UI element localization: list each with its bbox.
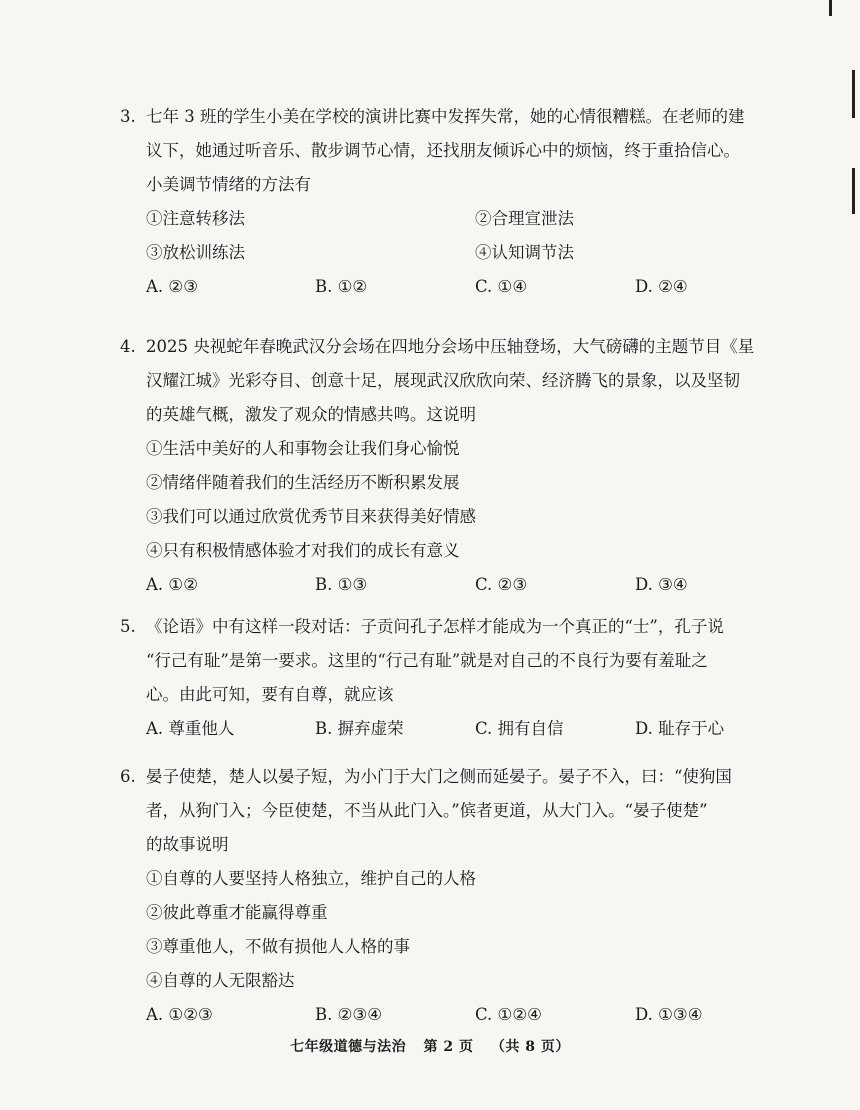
question-number: 3.	[120, 107, 136, 126]
question-stem-line: 心。由此可知，要有自尊，就应该	[146, 685, 394, 704]
question-stem-line: 者，从狗门入；今臣使楚，不当从此门入。”傧者更道，从大门入。“晏子使楚”	[146, 801, 708, 820]
question-6	[120, 760, 770, 1032]
statement-row	[120, 236, 770, 270]
statement: ③尊重他人，不做有损他人人格的事	[146, 937, 410, 956]
choice-c: C. 拥有自信	[475, 719, 564, 738]
question-stem-line: 的英雄气概，激发了观众的情感共鸣。这说明	[146, 405, 476, 424]
question-5	[120, 610, 770, 746]
statement: ①生活中美好的人和事物会让我们身心愉悦	[146, 439, 460, 458]
footer-subject: 七年级道德与法治	[290, 1039, 407, 1055]
statement: ③放松训练法	[146, 243, 245, 262]
statement: ①自尊的人要坚持人格独立，维护自己的人格	[146, 869, 476, 888]
question-stem-line: 小美调节情绪的方法有	[146, 175, 311, 194]
choice-b: B. ①②	[315, 277, 368, 296]
question-stem-line	[120, 610, 770, 644]
question-stem-line: 的故事说明	[146, 835, 229, 854]
choice-row	[120, 998, 770, 1032]
question-stem-line	[120, 100, 770, 134]
question-text: 晏子使楚，楚人以晏子短，为小门于大门之侧而延晏子。晏子不入，曰：“使狗国	[146, 767, 732, 786]
choice-a: A. ②③	[146, 277, 198, 296]
choice-b: B. ②③④	[315, 1005, 382, 1024]
statement: ④只有积极情感体验才对我们的成长有意义	[146, 541, 460, 560]
footer-page-total: （共 8 页）	[490, 1039, 570, 1055]
question-stem-line: 汉耀江城》光彩夺目、创意十足，展现武汉欣欣向荣、经济腾飞的景象，以及坚韧	[146, 371, 740, 390]
choice-row	[120, 712, 770, 746]
scan-edge-mark	[852, 70, 855, 118]
statement: ②情绪伴随着我们的生活经历不断积累发展	[146, 473, 460, 492]
statement: ②彼此尊重才能赢得尊重	[146, 903, 328, 922]
choice-d: D. ①③④	[635, 1005, 703, 1024]
choice-a: A. 尊重他人	[146, 719, 235, 738]
scan-edge-mark	[829, 0, 832, 16]
choice-row	[120, 568, 770, 602]
question-number: 6.	[120, 767, 136, 786]
question-text: 《论语》中有这样一段对话：子贡问孔子怎样才能成为一个真正的“士”，孔子说	[146, 617, 724, 636]
choice-c: C. ①②④	[475, 1005, 542, 1024]
choice-row	[120, 270, 770, 304]
question-4	[120, 330, 770, 602]
choice-c: C. ①④	[475, 277, 528, 296]
choice-d: D. ②④	[635, 277, 688, 296]
statement: ④认知调节法	[475, 243, 574, 262]
statement: ③我们可以通过欣赏优秀节目来获得美好情感	[146, 507, 476, 526]
question-number: 4.	[120, 337, 136, 356]
question-stem-line	[120, 330, 770, 364]
scan-edge-mark	[852, 168, 855, 214]
choice-d: D. ③④	[635, 575, 688, 594]
question-number: 5.	[120, 617, 136, 636]
question-text: 七年 3 班的学生小美在学校的演讲比赛中发挥失常，她的心情很糟糕。在老师的建	[146, 107, 745, 126]
page-footer	[0, 1036, 860, 1056]
question-stem-line	[120, 760, 770, 794]
choice-a: A. ①②③	[146, 1005, 213, 1024]
choice-b: B. ①③	[315, 575, 368, 594]
question-stem-line: “行己有耻”是第一要求。这里的“行己有耻”就是对自己的不良行为要有羞耻之	[146, 651, 708, 670]
question-text: 2025 央视蛇年春晚武汉分会场在四地分会场中压轴登场，大气磅礴的主题节目《星	[146, 337, 755, 356]
choice-a: A. ①②	[146, 575, 198, 594]
choice-b: B. 摒弃虚荣	[315, 719, 404, 738]
statement: ②合理宣泄法	[475, 209, 574, 228]
choice-c: C. ②③	[475, 575, 528, 594]
statement: ①注意转移法	[146, 209, 245, 228]
footer-page-number: 第 2 页	[423, 1039, 474, 1055]
question-3	[120, 100, 770, 304]
question-stem-line: 议下，她通过听音乐、散步调节心情，还找朋友倾诉心中的烦恼，终于重拾信心。	[146, 141, 740, 160]
choice-d: D. 耻存于心	[635, 719, 725, 738]
statement-row	[120, 202, 770, 236]
statement: ④自尊的人无限豁达	[146, 971, 295, 990]
